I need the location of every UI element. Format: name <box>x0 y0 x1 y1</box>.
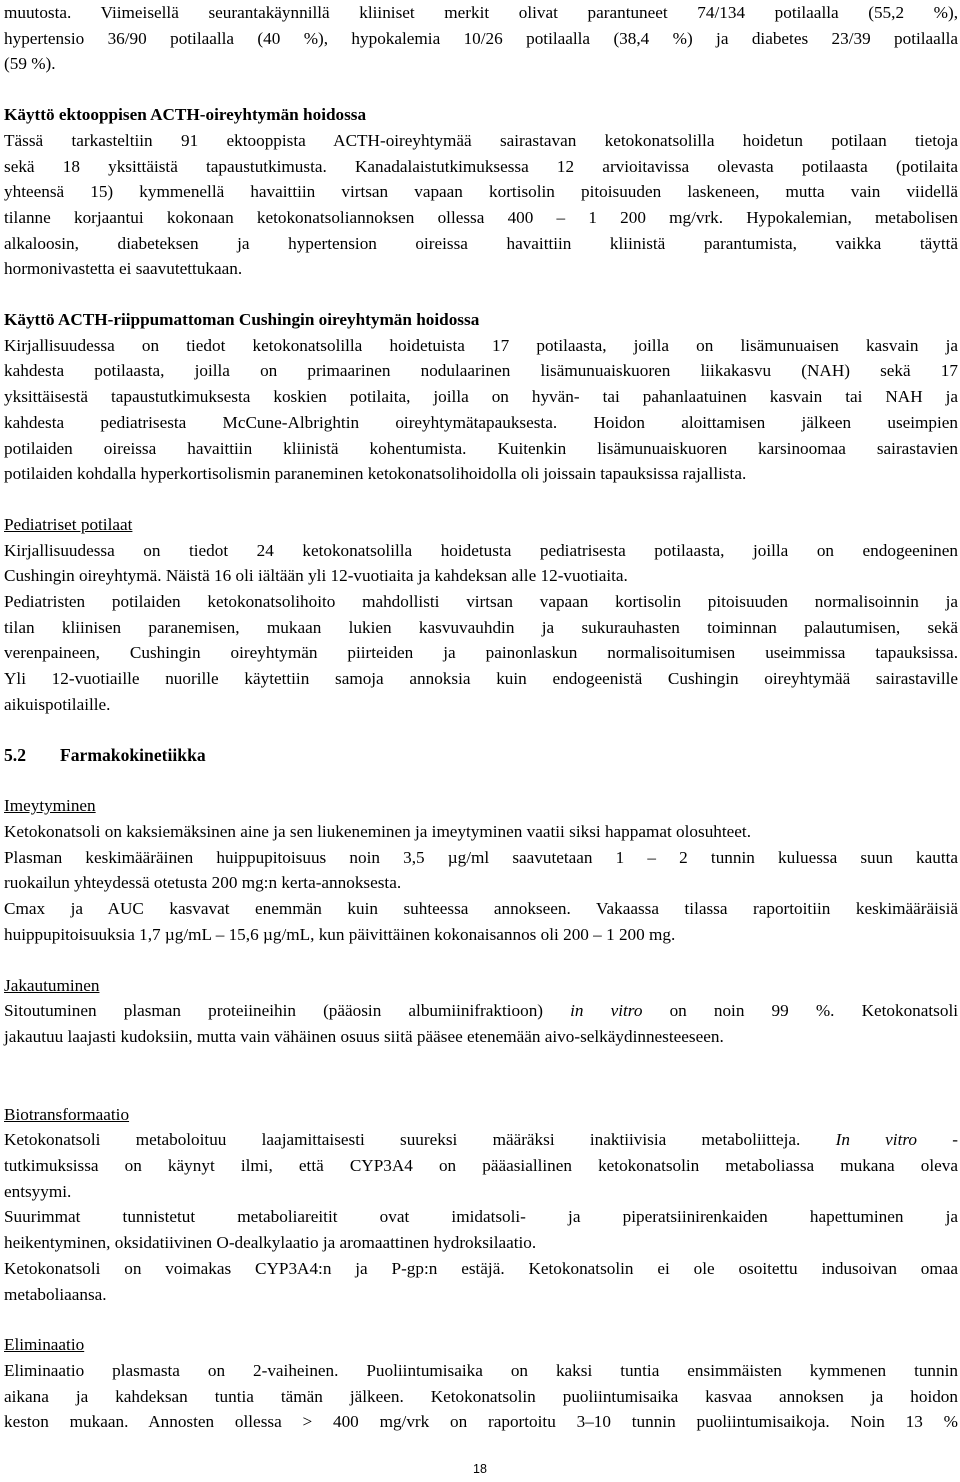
ectopic-acth-section <box>4 102 958 282</box>
text-line: verenpaineen, Cushingin oireyhtymän piirteiden ja painonlaskun normalisoitumisen useimmissa tapauksissa. <box>4 643 958 663</box>
text-line: Eliminaatio plasmasta on 2-vaiheinen. Puoliintumisaika on kaksi tuntia ensimmäisten kymmenen tunnin <box>4 1360 958 1380</box>
text-line: jakautuu laajasti kudoksiin, mutta vain vähäinen osuus siitä pääsee etenemään aivo-selkäydinnesteeseen. <box>4 1026 724 1046</box>
text-line: hormonivastetta ei saavutettukaan. <box>4 259 243 279</box>
section-heading: Eliminaatio <box>4 1335 85 1355</box>
text-line: Kirjallisuudessa on tiedot ketokonatsolilla hoidetuista 17 potilaasta, joilla on lisämunuaisen kasvain ja <box>4 335 958 355</box>
intro-paragraph <box>4 0 958 77</box>
text-line: tutkimuksissa on käynyt ilmi, että CYP3A4 on pääasiallinen ketokonatsolin metaboliassa mukana oleva <box>4 1156 958 1176</box>
text-line: Cmax ja AUC kasvavat enemmän kuin suhteessa annokseen. Vakaassa tilassa raportoitiin keskimääräisiä <box>4 899 958 919</box>
text-line: sekä 18 yksittäistä tapaustutkimusta. Kanadalaistutkimuksessa 12 arvioitavissa olevasta potilaasta (potilaita <box>4 156 958 176</box>
section-heading: Pediatriset potilaat <box>4 514 133 534</box>
section-heading: Käyttö ACTH-riippumattoman Cushingin oireyhtymän hoidossa <box>4 310 480 330</box>
text-line: Tässä tarkasteltiin 91 ektooppista ACTH-oireyhtymää sairastavan ketokonatsolilla hoidetun potilaan tietoja <box>4 130 958 150</box>
text-line: entsyymi. <box>4 1181 72 1201</box>
text-line: Ketokonatsoli on voimakas CYP3A4:n ja P-gp:n estäjä. Ketokonatsolin ei ole osoitettu indusoivan omaa <box>4 1258 958 1278</box>
section-heading: Käyttö ektooppisen ACTH-oireyhtymän hoidossa <box>4 105 367 125</box>
section-heading: Imeytyminen <box>4 796 96 816</box>
text-line: hypertensio 36/90 potilaalla (40 %), hypokalemia 10/26 potilaalla (38,4 %) ja diabetes 23/39 potilaalla <box>4 28 958 48</box>
text-line: ruokailun yhteydessä otetusta 200 mg:n kerta-annoksesta. <box>4 873 402 893</box>
absorption-section <box>4 793 958 947</box>
section-number: 5.2 <box>4 744 26 765</box>
section-heading: Jakautuminen <box>4 975 100 995</box>
text-line: potilaiden kohdalla hyperkortisolismin paraneminen ketokonatsolihoidolla oli joissain tapauksissa rajallista. <box>4 464 747 484</box>
text-line: kahdesta potilaasta, joilla on primaarinen nodulaarinen lisämunuaiskuoren liikakasvu (NAH) sekä 17 <box>4 361 958 381</box>
text-line: Pediatristen potilaiden ketokonatsolihoito mahdollisti virtsan vapaan kortisolin pitoisuuden normalisoinnin ja <box>4 592 958 612</box>
text-line: huippupitoisuuksia 1,7 µg/mL – 15,6 µg/mL, kun päivittäinen kokonaisannos oli 200 – 1 200 mg. <box>4 924 676 944</box>
text-line: yksittäisestä tapaustutkimuksesta koskien potilaita, joilla on hyvän- tai pahanlaatuinen kasvain tai NAH ja <box>4 387 958 407</box>
distribution-section <box>4 973 958 1050</box>
document-page <box>4 0 958 1435</box>
elimination-section <box>4 1332 958 1435</box>
text-line: Cushingin oireyhtymä. Näistä 16 oli iältään yli 12-vuotiaita ja kahdeksan alle 12-vuotiaita. <box>4 566 628 586</box>
text-line: alkaloosin, diabeteksen ja hypertension oireissa havaittiin kliinistä parantumista, vaikka täyttä <box>4 233 958 253</box>
text-line: tilanne korjaantui kokonaan ketokonatsoliannoksen ollessa 400 – 1 200 mg/vrk. Hypokalemian, metabolisen <box>4 207 958 227</box>
text-line: Ketokonatsoli metaboloituu laajamittaisesti suureksi määräksi inaktiivisia metaboliitteja. In vitro - <box>4 1130 959 1150</box>
text-line: Kirjallisuudessa on tiedot 24 ketokonatsolilla hoidetusta pediatrisesta potilaasta, joilla on endogeeninen <box>4 540 958 560</box>
text-line: (59 %). <box>4 54 56 74</box>
text-line: kahdesta pediatrisesta McCune-Albrightin oireyhtymätapauksesta. Hoidon aloittamisen jälkeen useimpien <box>4 412 958 432</box>
text-line: metaboliaansa. <box>4 1284 107 1304</box>
section-heading: Biotransformaatio <box>4 1104 130 1124</box>
biotransformation-section <box>4 1102 958 1308</box>
text-line: aikuispotilaille. <box>4 694 111 714</box>
text-line: Suurimmat tunnistetut metaboliareitit ovat imidatsoli- ja piperatsiinirenkaiden hapettuminen ja <box>4 1207 958 1227</box>
text-line: muutosta. Viimeisellä seurantakäynnillä kliiniset merkit olivat parantuneet 74/134 potilaalla (55,2 %), <box>4 3 958 22</box>
text-line: aikana ja kahdeksan tuntia tämän jälkeen. Ketokonatsolin puoliintumisaika kasvaa annoksen ja hoidon <box>4 1386 958 1406</box>
text-line: Ketokonatsoli on kaksiemäksinen aine ja sen liukeneminen ja imeytyminen vaatii siksi happamat olosuhteet. <box>4 821 752 841</box>
text-line: keston mukaan. Annosten ollessa > 400 mg/vrk on raportoitu 3–10 tunnin puoliintumisaikoja. Noin 13 % <box>4 1412 958 1432</box>
text-line: tilan kliinisen paranemisen, mukaan lukien kasvuvauhdin ja sukurauhasten toiminnan palautumisen, sekä <box>4 617 958 637</box>
page-number: 18 <box>473 1462 487 1476</box>
section-title: Farmakokinetiikka <box>60 744 206 765</box>
text-line: yhteensä 15) kymmenellä havaittiin virtsan vapaan kortisolin pitoisuuden laskeneen, mutta vain viidellä <box>4 182 958 202</box>
pediatric-section <box>4 512 958 718</box>
text-line: Sitoutuminen plasman proteiineihin (pääosin albumiinifraktioon) in vitro on noin 99 %. Ketokonatsoli <box>4 1001 958 1021</box>
text-line: Yli 12-vuotiaille nuorille käytettiin samoja annoksia kuin endogeenistä Cushingin oireyhtymää sairastaville <box>4 669 958 689</box>
text-line: heikentyminen, oksidatiivinen O-dealkylaatio ja aromaattinen hydroksilaatio. <box>4 1233 537 1253</box>
pharmacokinetics-heading <box>4 743 958 769</box>
acth-independent-section <box>4 307 958 487</box>
text-line: Plasman keskimääräinen huippupitoisuus noin 3,5 µg/ml saavutetaan 1 – 2 tunnin kuluessa suun kautta <box>4 847 958 867</box>
text-line: potilaiden oireissa havaittiin kliinistä kohentumista. Kuitenkin lisämunuaiskuoren karsinoomaa sairastavien <box>4 438 958 458</box>
